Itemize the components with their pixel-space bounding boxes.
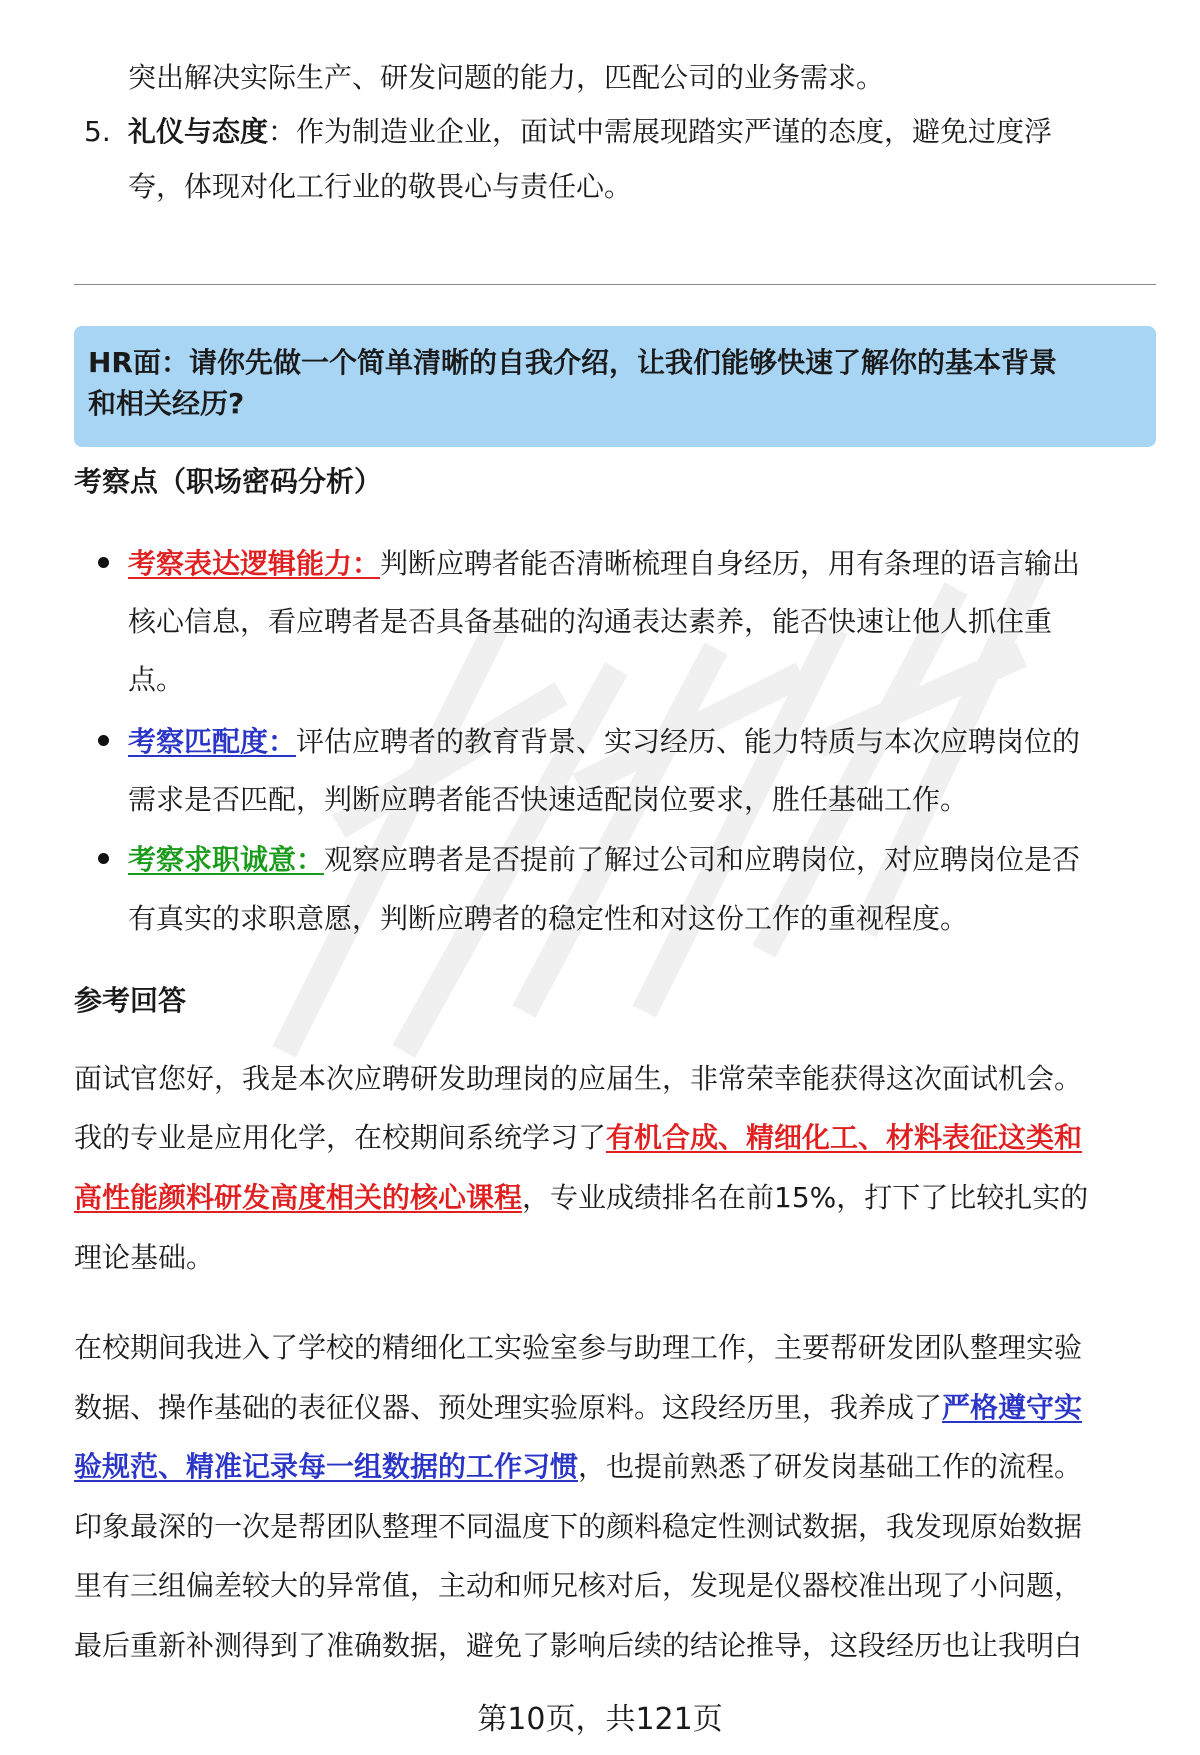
bullet1-text: 判断应聘者能否清晰梳理自身经历，用有条理的语言输出 [380,547,1081,580]
section-divider [74,284,1156,285]
bullet3-line2: 有真实的求职意愿，判断应聘者的稳定性和对这份工作的重视程度。 [128,902,969,935]
bullet2-line1 [128,712,1158,772]
answer2-text-b: ，也提前熟悉了研发岗基础工作的流程。 [578,1450,1083,1483]
bullet3-label: 考察求职诚意： [128,843,325,876]
item5-line1 [128,102,1158,162]
answer2-line3 [74,1437,1154,1497]
answer1-highlight-b: 高性能颜料研发高度相关的核心课程 [74,1181,523,1214]
bullet1-line2: 核心信息，看应聘者是否具备基础的沟通表达素养，能否快速让他人抓住重 [128,605,1053,638]
answer1-line4: 理论基础。 [74,1241,215,1274]
answer1-line2 [74,1108,1154,1168]
answer2-line2 [74,1378,1154,1438]
bullet1-label: 考察表达逻辑能力： [128,547,381,580]
bullet2-text: 评估应聘者的教育背景、实习经历、能力特质与本次应聘岗位的 [296,725,1081,758]
answer2-line5: 里有三组偏差较大的异常值，主动和师兄核对后，发现是仪器校准出现了小问题， [74,1569,1083,1602]
answer2-line4: 印象最深的一次是帮团队整理不同温度下的颜料稳定性测试数据，我发现原始数据 [74,1510,1083,1543]
answer1-line1: 面试官您好，我是本次应聘研发助理岗的应届生，非常荣幸能获得这次面试机会。 [74,1062,1083,1095]
answer2-line1: 在校期间我进入了学校的精细化工实验室参与助理工作，主要帮研发团队整理实验 [74,1331,1083,1364]
answer1-highlight-a: 有机合成、精细化工、材料表征这类和 [606,1121,1083,1154]
answer1-text-b: ，专业成绩排名在前15%，打下了比较扎实的 [522,1181,1089,1214]
answer2-highlight-a: 严格遵守实 [942,1391,1083,1424]
item5-title: 礼仪与态度 [128,115,269,148]
answer1-text-a: 我的专业是应用化学，在校期间系统学习了 [74,1121,607,1154]
hr-question-box [74,326,1156,447]
page-footer: 第10页，共121页 [477,1702,723,1737]
answer2-highlight-b: 验规范、精准记录每一组数据的工作习惯 [74,1450,579,1483]
answer2-line6: 最后重新补测得到了准确数据，避免了影响后续的结论推导，这段经历也让我明白 [74,1629,1083,1662]
section-heading-analysis: 考察点（职场密码分析） [74,465,383,498]
item5-line2: 夸，体现对化工行业的敬畏心与责任心。 [128,170,633,203]
bullet3-line1 [128,830,1158,890]
hr-question-line1: HR面：请你先做一个简单清晰的自我介绍，让我们能够快速了解你的基本背景 [88,346,1057,379]
hr-question-text [88,342,1138,424]
hr-question-line2: 和相关经历? [88,387,245,420]
section-heading-answer: 参考回答 [74,984,187,1017]
bullet-dot [98,853,109,864]
list-number-5: 5. [84,115,111,148]
item5-text-1: ：作为制造业企业，面试中需展现踏实严谨的态度，避免过度浮 [268,115,1053,148]
bullet-dot [98,735,109,746]
continuation-text: 突出解决实际生产、研发问题的能力，匹配公司的业务需求。 [128,61,885,94]
answer1-line3 [74,1168,1154,1228]
answer2-text-a: 数据、操作基础的表征仪器、预处理实验原料。这段经历里，我养成了 [74,1391,943,1424]
bullet2-label: 考察匹配度： [128,725,297,758]
bullet1-line1 [128,534,1158,594]
bullet3-text: 观察应聘者是否提前了解过公司和应聘岗位，对应聘岗位是否 [324,843,1081,876]
bullet1-line3: 点。 [128,663,185,696]
bullet-dot [98,557,109,568]
bullet2-line2: 需求是否匹配，判断应聘者能否快速适配岗位要求，胜任基础工作。 [128,783,969,816]
